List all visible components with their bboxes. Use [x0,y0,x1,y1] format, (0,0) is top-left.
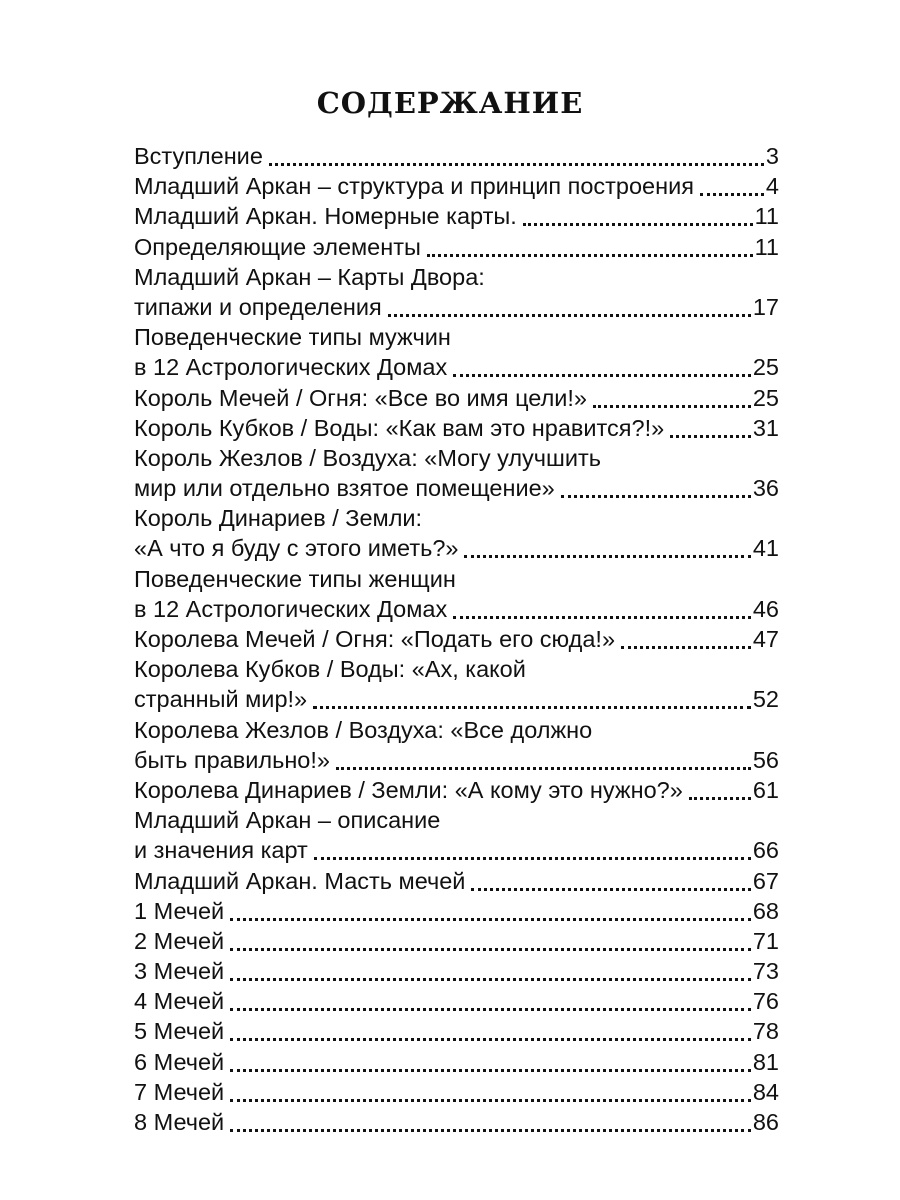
toc-entry-line [134,926,779,956]
toc-page-number: 52 [752,686,779,713]
dot-leader [464,549,750,558]
toc-entry-line [134,533,779,563]
toc-page-number: 3 [765,143,779,169]
toc-entry-line [134,715,779,745]
dot-leader [313,700,751,709]
toc-entry-title: Определяющие элементы [134,233,421,260]
toc-entry-title: Младший Аркан – описание [134,807,441,834]
toc-entry-title: Королева Мечей / Огня: «Подать его сюда!» [134,626,616,652]
toc-entry [134,926,779,956]
dot-leader [453,610,751,619]
toc-entry-title: 4 Мечей [134,988,225,1015]
toc-entry-line [134,443,779,473]
toc-entry-line [134,956,779,986]
dot-leader [593,399,751,408]
toc-entry-title: Королева Кубков / Воды: «Ах, какой [134,656,526,683]
toc-entry-line [134,986,779,1016]
toc-page-number: 66 [752,837,779,864]
toc-entry-title: 7 Мечей [134,1078,225,1105]
dot-leader [230,1032,751,1041]
toc-page-number: 4 [765,173,779,200]
toc-page-number: 86 [752,1109,779,1135]
toc-entry-line [134,322,779,352]
table-of-contents [134,141,779,1137]
dot-leader [471,882,750,891]
toc-entry [134,201,779,231]
dot-leader [314,851,751,860]
dot-leader [230,1093,751,1102]
dot-leader [453,368,751,377]
toc-entry-line [134,171,779,201]
toc-entry-title: Младший Аркан. Номерные карты. [134,203,517,230]
toc-entry-title: Младший Аркан – структура и принцип построения [134,173,694,200]
toc-entry-title: Вступление [134,143,263,169]
dot-leader [230,912,751,921]
toc-entry-title: Поведенческие типы мужчин [134,324,451,351]
toc-entry [134,715,779,775]
toc-page-number: 41 [752,535,779,562]
toc-entry [134,1016,779,1046]
dot-leader [689,791,751,800]
toc-entry-title: 1 Мечей [134,897,225,924]
dot-leader [230,972,751,981]
toc-entry-title: 2 Мечей [134,927,225,954]
toc-page-number: 31 [752,414,779,441]
toc-page-number: 11 [754,233,779,260]
toc-entry-title: Король Динариев / Земли: [134,505,423,532]
toc-entry [134,986,779,1016]
toc-entry [134,1077,779,1107]
toc-entry-line [134,352,779,382]
toc-entry [134,413,779,443]
toc-entry [134,383,779,413]
toc-page-number: 56 [752,746,779,773]
toc-page-number: 84 [752,1078,779,1105]
toc-page-number: 25 [752,354,779,381]
toc-entry-line [134,624,779,654]
toc-entry [134,866,779,896]
toc-entry-title: в 12 Астрологических Домах [134,354,448,381]
toc-entry-line [134,413,779,443]
toc-entry [134,805,779,865]
toc-entry-line [134,473,779,503]
dot-leader [388,308,751,317]
toc-entry-line [134,503,779,533]
toc-entry-title: Поведенческие типы женщин [134,565,456,592]
toc-entry-title: 6 Мечей [134,1048,225,1075]
toc-entry-title: и значения карт [134,837,308,864]
toc-entry-line [134,232,779,262]
toc-entry-title: 8 Мечей [134,1109,225,1135]
toc-entry [134,262,779,322]
toc-entry [134,141,779,171]
toc-page-number: 78 [752,1018,779,1045]
toc-page-number: 36 [752,475,779,502]
toc-entry [134,896,779,926]
toc-page-number: 25 [752,384,779,411]
toc-entry-line [134,866,779,896]
dot-leader [230,1002,751,1011]
toc-entry-line [134,684,779,714]
toc-entry [134,443,779,503]
toc-page-number: 76 [752,988,779,1015]
toc-entry [134,624,779,654]
toc-entry-title: типажи и определения [134,293,382,320]
toc-entry-title: Младший Аркан – Карты Двора: [134,263,485,290]
dot-leader [269,157,764,166]
toc-entry-line [134,1107,779,1137]
toc-entry [134,956,779,986]
dot-leader [670,429,751,438]
toc-entry-title: 3 Мечей [134,958,225,985]
toc-entry-title: мир или отдельно взятое помещение» [134,475,555,502]
toc-entry-line [134,383,779,413]
toc-entry-title: Король Жезлов / Воздуха: «Могу улучшить [134,444,602,471]
toc-entry-line [134,201,779,231]
toc-entry-title: Королева Жезлов / Воздуха: «Все должно [134,716,593,743]
toc-entry [134,1107,779,1137]
toc-entry-title: быть правильно!» [134,746,330,773]
toc-entry-line [134,1047,779,1077]
dot-leader [561,489,751,498]
toc-page-number: 71 [752,927,779,954]
toc-entry-line [134,775,779,805]
toc-entry [134,171,779,201]
toc-entry [134,1047,779,1077]
toc-page-number: 67 [752,867,779,894]
toc-entry [134,232,779,262]
toc-entry [134,654,779,714]
dot-leader [230,1123,751,1132]
toc-entry-line [134,292,779,322]
dot-leader [230,942,751,951]
toc-page-number: 46 [752,595,779,622]
toc-entry-line [134,745,779,775]
toc-entry-title: 5 Мечей [134,1018,225,1045]
toc-entry [134,322,779,382]
toc-entry-title: странный мир!» [134,686,308,713]
toc-entry-title: Королева Динариев / Земли: «А кому это нужно?» [134,776,683,803]
dot-leader [336,761,751,770]
toc-entry-line [134,835,779,865]
dot-leader [523,217,753,226]
dot-leader [621,640,751,649]
toc-entry-line [134,1016,779,1046]
toc-entry-title: «А что я буду с этого иметь?» [134,535,459,562]
toc-page-number: 61 [752,776,779,803]
toc-entry-title: Король Кубков / Воды: «Как вам это нравится?!» [134,414,665,441]
toc-entry-line [134,896,779,926]
toc-entry-line [134,1077,779,1107]
toc-entry [134,503,779,563]
toc-page-number: 68 [752,897,779,924]
toc-entry-line [134,654,779,684]
toc-page-number: 17 [752,293,779,320]
toc-entry-title: в 12 Астрологических Домах [134,595,448,622]
toc-page-number: 47 [752,626,779,652]
page-title: СОДЕРЖАНИЕ [316,86,584,120]
toc-page-number: 11 [754,203,779,230]
toc-entry-title: Младший Аркан. Масть мечей [134,867,466,894]
dot-leader [427,248,753,257]
toc-entry [134,775,779,805]
toc-entry [134,564,779,624]
toc-page-number: 73 [752,958,779,985]
toc-entry-line [134,805,779,835]
toc-entry-line [134,564,779,594]
toc-entry-line [134,141,779,171]
dot-leader [700,187,764,196]
toc-page-number: 81 [752,1048,779,1075]
toc-entry-title: Король Мечей / Огня: «Все во имя цели!» [134,384,588,411]
toc-entry-line [134,262,779,292]
toc-entry-line [134,594,779,624]
dot-leader [230,1063,751,1072]
